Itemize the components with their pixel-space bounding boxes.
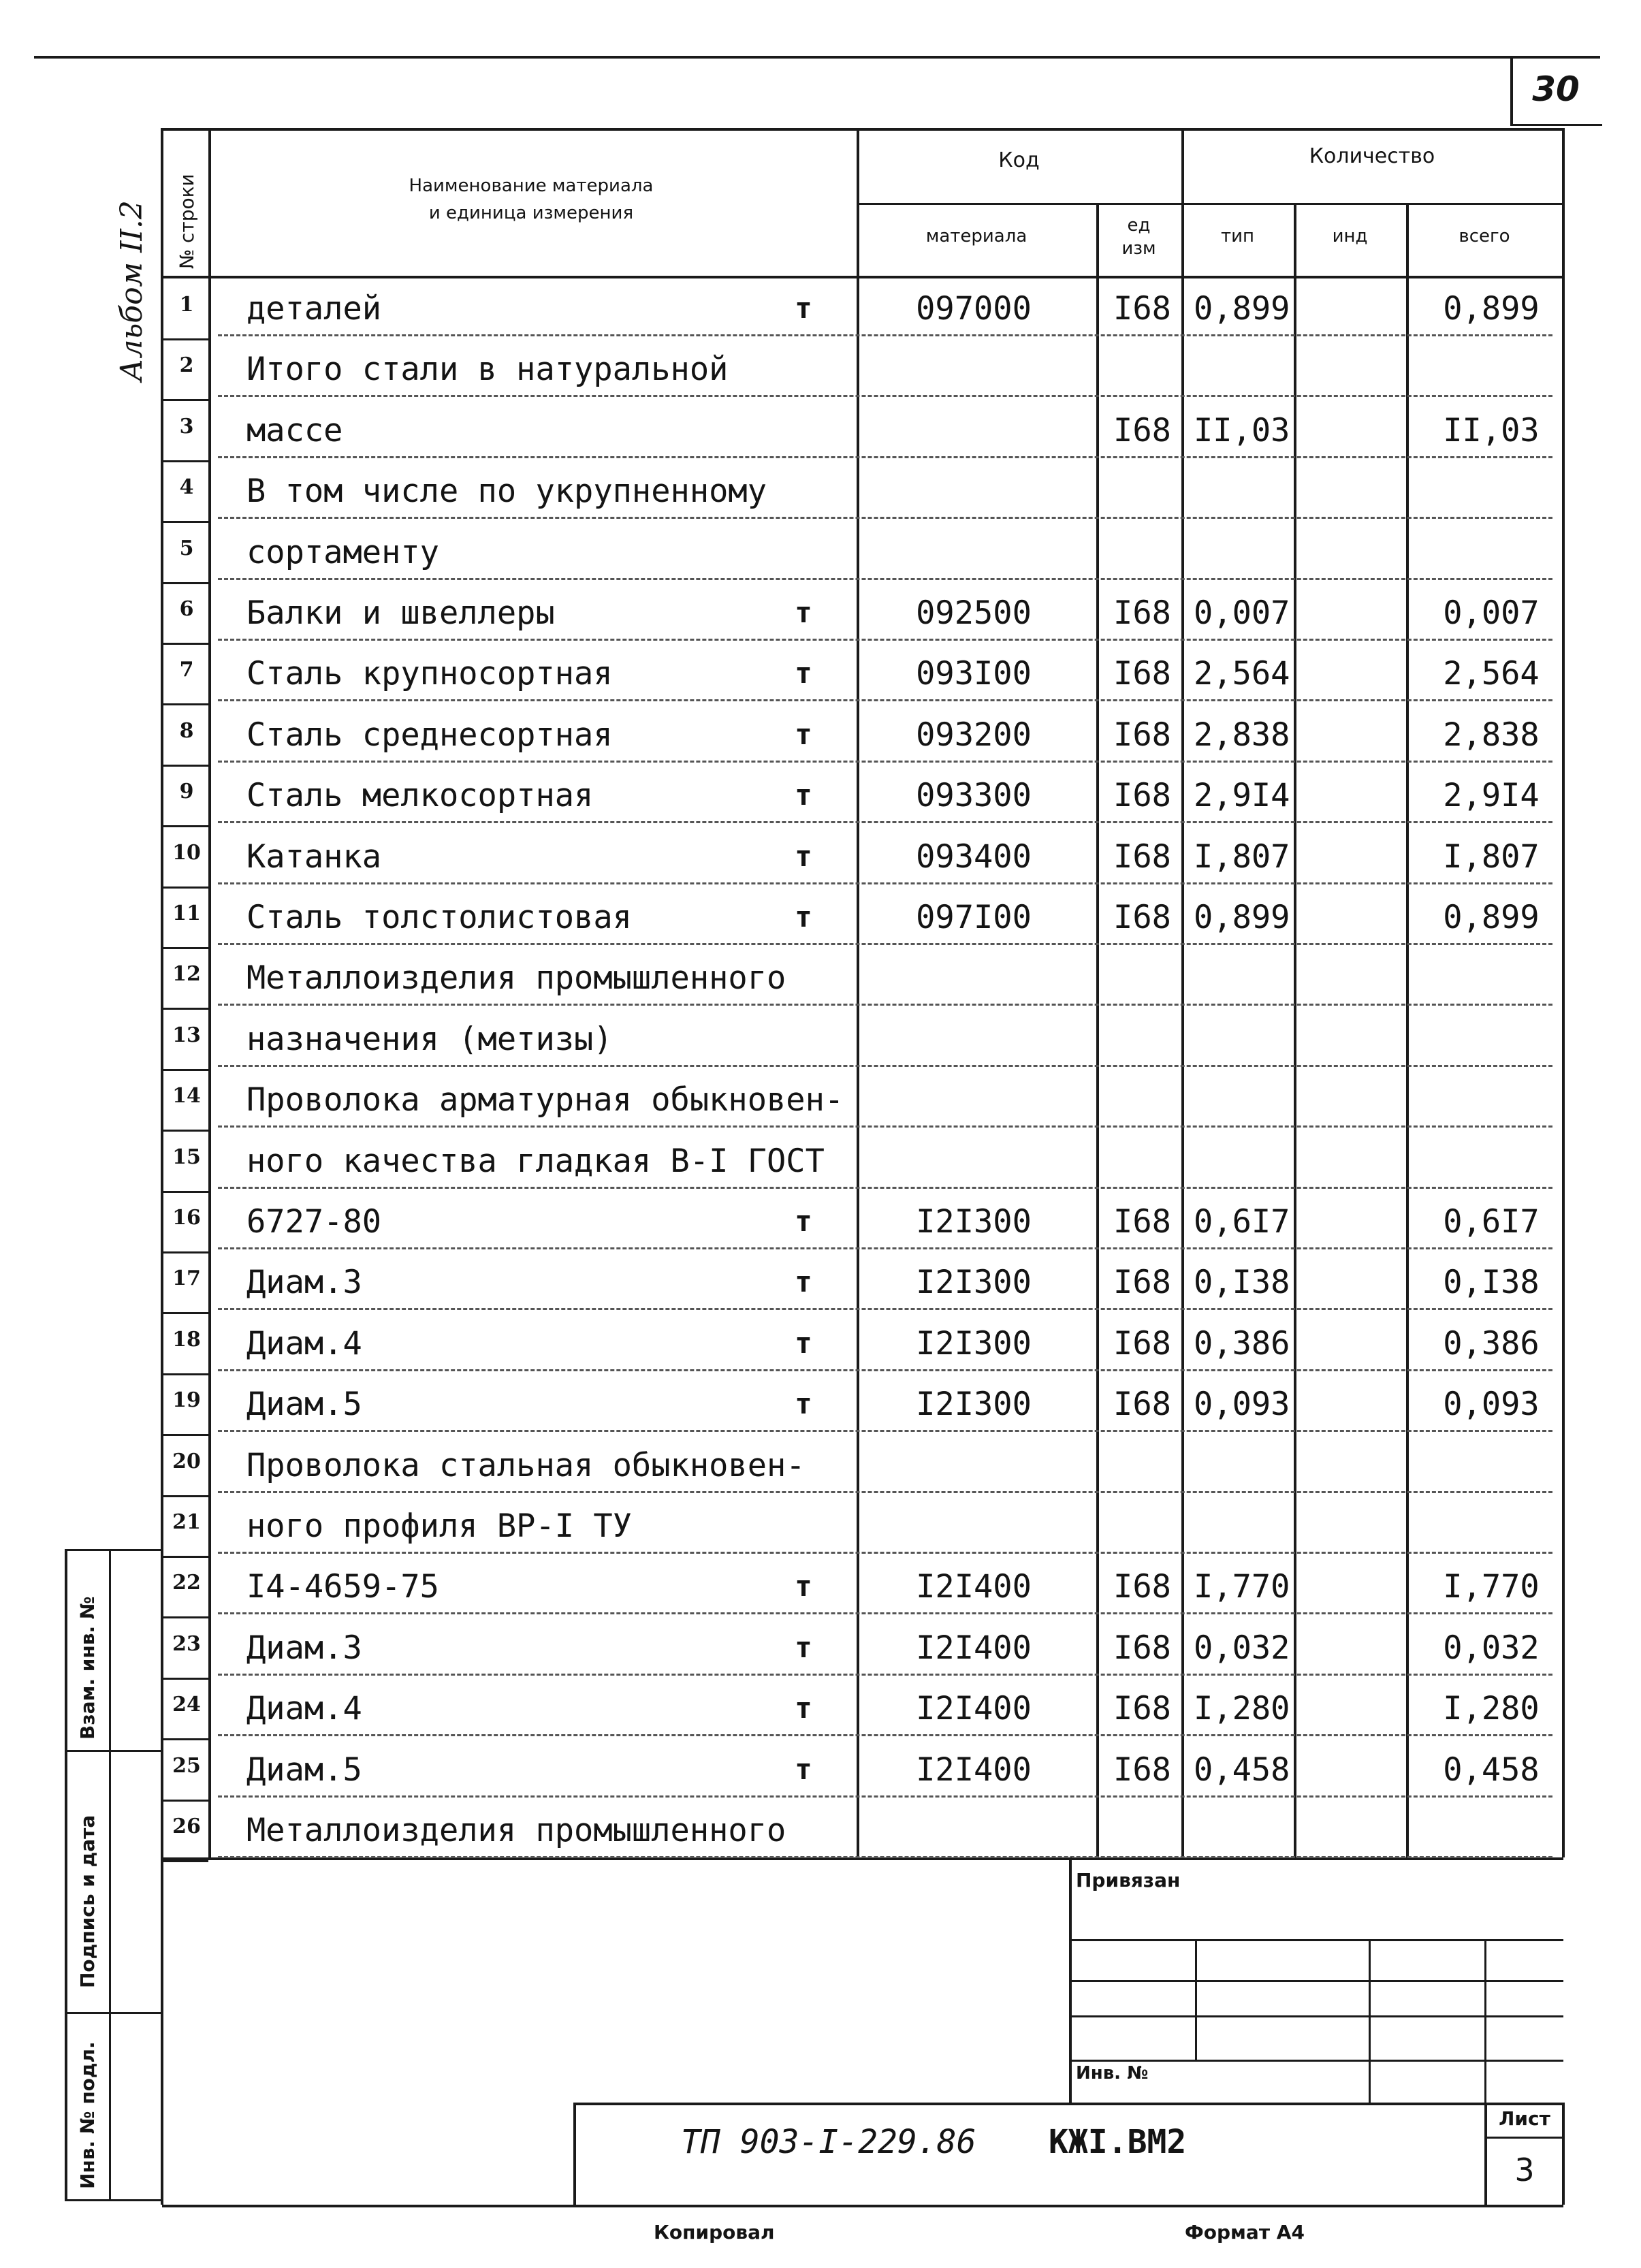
row-underline	[218, 943, 1552, 945]
row-number: 11	[172, 901, 201, 925]
unit-code-cell: I68	[1113, 412, 1171, 449]
row-number-separator	[162, 1312, 208, 1314]
row-number: 4	[179, 475, 194, 499]
qty-total-cell: 0,007	[1443, 594, 1540, 632]
row-number: 22	[172, 1571, 201, 1595]
material-name-cell: Сталь мелкосортная	[246, 777, 594, 814]
row-number: 7	[179, 658, 194, 682]
qty-total-cell: 0,093	[1443, 1386, 1540, 1423]
qty-type-cell: I,807	[1194, 838, 1290, 876]
row-number: 18	[172, 1328, 201, 1352]
material-name-cell: Диам.3	[246, 1264, 362, 1301]
row-number-separator	[162, 582, 208, 584]
row-number-separator	[162, 1130, 208, 1132]
material-name-cell: Диам.4	[246, 1325, 362, 1362]
top-rule	[34, 56, 1600, 59]
page-number-box-bottom	[1510, 124, 1602, 126]
unit-code-cell: I68	[1113, 777, 1171, 814]
row-underline	[218, 1004, 1552, 1006]
material-code-cell: I2I400	[916, 1629, 1032, 1667]
table-left-border	[161, 128, 163, 2205]
tb-privyazan: Привязан	[1076, 1869, 1181, 1891]
row-number-separator	[162, 947, 208, 949]
material-code-cell: 097I00	[916, 899, 1032, 936]
stamp-sheet-line	[1484, 2103, 1487, 2205]
material-code-cell: I2I300	[916, 1203, 1032, 1241]
row-number-separator	[162, 887, 208, 889]
material-name-cell: Проволока арматурная обыкновен-	[246, 1081, 844, 1119]
material-code-cell: I2I400	[916, 1751, 1032, 1789]
material-name-cell: Металлоизделия промышленного	[246, 1812, 786, 1849]
row-underline	[218, 578, 1552, 580]
measure-unit-cell: т	[795, 596, 812, 629]
row-underline	[218, 821, 1552, 823]
unit-code-cell: I68	[1113, 1690, 1171, 1727]
row-number: 25	[172, 1754, 201, 1778]
measure-unit-cell: т	[795, 1204, 812, 1238]
header-material: материала	[925, 226, 1027, 246]
header-sub-line	[857, 203, 1562, 205]
unit-code-cell: I68	[1113, 655, 1171, 692]
row-underline	[218, 761, 1552, 763]
row-underline	[218, 1552, 1552, 1554]
qty-type-cell: 0,386	[1194, 1325, 1290, 1362]
material-name-cell: В том числе по укрупненному	[246, 473, 767, 510]
header-name-line2: и единица измерения	[428, 203, 634, 223]
row-number-separator	[162, 1800, 208, 1802]
row-underline	[218, 1065, 1552, 1067]
qty-total-cell: 0,032	[1443, 1629, 1540, 1667]
unit-code-cell: I68	[1113, 594, 1171, 632]
measure-unit-cell: т	[795, 900, 812, 933]
qty-total-cell: 2,564	[1443, 655, 1540, 692]
row-number: 10	[172, 841, 201, 865]
row-underline	[218, 395, 1552, 397]
material-code-cell: 097000	[916, 290, 1032, 328]
tb-line-2	[1069, 1980, 1563, 1982]
row-number: 9	[179, 780, 194, 803]
row-number-separator	[162, 1616, 208, 1618]
tip-col-line	[1294, 203, 1296, 1857]
material-code-cell: 093200	[916, 716, 1032, 754]
qty-type-cell: 0,093	[1194, 1386, 1290, 1423]
header-name-line1: Наименование материала	[409, 176, 654, 196]
row-underline	[218, 1674, 1552, 1676]
qty-total-cell: 0,386	[1443, 1325, 1540, 1362]
unit-code-cell: I68	[1113, 290, 1171, 328]
header-unit-line1: ед	[1127, 215, 1151, 236]
tb-inv-no: Инв. №	[1076, 2063, 1149, 2083]
qty-type-cell: 0,I38	[1194, 1264, 1290, 1301]
side-stamp-sep2	[65, 2012, 161, 2014]
row-number: 16	[172, 1206, 201, 1230]
tb-line-1	[1069, 1939, 1563, 1941]
row-number: 23	[172, 1632, 201, 1656]
side-podpis-data: Подпись и дата	[76, 1815, 99, 1988]
side-stamp-bottom	[65, 2199, 161, 2201]
material-name-cell: Сталь среднесортная	[246, 716, 613, 754]
material-name-cell: Проволока стальная обыкновен-	[246, 1447, 806, 1484]
table-top-border	[162, 128, 1565, 131]
row-number: 8	[179, 719, 194, 743]
row-underline	[218, 1734, 1552, 1736]
qty-type-cell: II,03	[1194, 412, 1290, 449]
unit-code-cell: I68	[1113, 1325, 1171, 1362]
material-code-cell: 093400	[916, 838, 1032, 876]
measure-unit-cell: т	[795, 1387, 812, 1420]
row-underline	[218, 699, 1552, 701]
row-underline	[218, 1125, 1552, 1128]
row-number-separator	[162, 703, 208, 705]
row-number: 24	[172, 1693, 201, 1716]
qty-type-cell: 0,458	[1194, 1751, 1290, 1789]
row-underline	[218, 639, 1552, 641]
stamp-bottom	[162, 2205, 1563, 2207]
material-code-cell: I2I400	[916, 1690, 1032, 1727]
measure-unit-cell: т	[795, 1631, 812, 1664]
measure-unit-cell: т	[795, 718, 812, 751]
unit-code-cell: I68	[1113, 1264, 1171, 1301]
row-number: 26	[172, 1815, 201, 1838]
header-code: Код	[998, 148, 1040, 172]
row-number: 20	[172, 1450, 201, 1473]
footer-kopiroval: Копировал	[654, 2221, 775, 2243]
tb-vline-1	[1195, 1939, 1197, 2060]
row-underline	[218, 1369, 1552, 1371]
row-number: 13	[172, 1023, 201, 1047]
header-type: тип	[1220, 226, 1255, 246]
row-number-separator	[162, 1678, 208, 1680]
row-number: 1	[179, 293, 194, 317]
material-name-cell: Итого стали в натуральной	[246, 351, 729, 388]
row-underline	[218, 1430, 1552, 1432]
unit-code-cell: I68	[1113, 899, 1171, 936]
measure-unit-cell: т	[795, 1265, 812, 1298]
footer-format: Формат А4	[1185, 2221, 1305, 2243]
row-number-separator	[162, 1373, 208, 1375]
row-number: 21	[172, 1510, 201, 1534]
unit-code-cell: I68	[1113, 716, 1171, 754]
side-stamp-outer	[65, 1549, 67, 2199]
material-name-cell: деталей	[246, 290, 382, 328]
row-number-separator	[162, 460, 208, 462]
material-name-cell: Сталь толстолистовая	[246, 899, 632, 936]
side-vzam-inv: Взам. инв. №	[76, 1596, 99, 1740]
material-code-cell: I2I400	[916, 1568, 1032, 1606]
qty-total-cell: 2,838	[1443, 716, 1540, 754]
row-underline	[218, 1247, 1552, 1249]
unit-code-cell: I68	[1113, 1568, 1171, 1606]
measure-unit-cell: т	[795, 1326, 812, 1360]
material-code-cell: 093I00	[916, 655, 1032, 692]
unit-code-cell: I68	[1113, 838, 1171, 876]
material-name-cell: сортаменту	[246, 534, 439, 571]
measure-unit-cell: т	[795, 778, 812, 812]
row-number-separator	[162, 1434, 208, 1436]
qty-total-cell: I,807	[1443, 838, 1540, 876]
qty-total-cell: 0,899	[1443, 899, 1540, 936]
row-number-separator	[162, 825, 208, 827]
page-number-box-left	[1510, 56, 1513, 124]
material-name-cell: Катанка	[246, 838, 382, 876]
material-name-cell: массе	[246, 412, 343, 449]
qty-type-cell: 2,564	[1194, 655, 1290, 692]
material-name-cell: Диам.5	[246, 1751, 362, 1789]
name-col-line	[857, 128, 859, 1857]
qty-total-cell: 0,I38	[1443, 1264, 1540, 1301]
tb-sheet-no: 3	[1514, 2152, 1535, 2188]
qty-type-cell: 0,032	[1194, 1629, 1290, 1667]
measure-unit-cell: т	[795, 1753, 812, 1786]
row-number-separator	[162, 1860, 208, 1862]
tb-sheet-label: Лист	[1499, 2107, 1550, 2130]
material-name-cell: ного профиля ВР-I ТУ	[246, 1507, 632, 1545]
material-name-cell: 6727-80	[246, 1203, 382, 1241]
row-number: 12	[172, 962, 201, 986]
qty-type-cell: 2,838	[1194, 716, 1290, 754]
qty-total-cell: I,770	[1443, 1568, 1540, 1606]
row-number-separator	[162, 1069, 208, 1071]
measure-unit-cell: т	[795, 1691, 812, 1725]
measure-unit-cell: т	[795, 656, 812, 690]
row-number: 5	[179, 537, 194, 560]
side-stamp-sep1	[65, 1750, 161, 1752]
row-number: 2	[179, 353, 194, 377]
qty-type-cell: I,770	[1194, 1568, 1290, 1606]
header-row-no: № строки	[176, 174, 198, 269]
measure-unit-cell: т	[795, 1569, 812, 1603]
material-name-cell: Металлоизделия промышленного	[246, 959, 786, 997]
qty-total-cell: 2,9I4	[1443, 777, 1540, 814]
unit-code-cell: I68	[1113, 1751, 1171, 1789]
row-underline	[218, 1856, 1552, 1858]
material-code-cell: 093300	[916, 777, 1032, 814]
row-number: 3	[179, 415, 194, 438]
measure-unit-cell: т	[795, 291, 812, 325]
qty-type-cell: 0,007	[1194, 594, 1290, 632]
header-ind: инд	[1332, 226, 1368, 246]
row-underline	[218, 334, 1552, 336]
side-stamp-top	[65, 1549, 161, 1551]
material-code-cell: 092500	[916, 594, 1032, 632]
row-number-separator	[162, 1495, 208, 1497]
row-number: 6	[179, 597, 194, 621]
row-underline	[218, 1795, 1552, 1798]
rownum-col-line	[208, 128, 211, 1857]
qty-type-cell: I,280	[1194, 1690, 1290, 1727]
row-underline	[218, 1187, 1552, 1189]
material-code-cell: I2I300	[916, 1325, 1032, 1362]
tb-line-4	[1069, 2060, 1563, 2062]
unit-code-cell: I68	[1113, 1203, 1171, 1241]
row-number-separator	[162, 765, 208, 767]
page-number: 30	[1532, 69, 1580, 109]
unit-code-cell: I68	[1113, 1386, 1171, 1423]
tb-vline-3	[1484, 1939, 1486, 2103]
tb-sheet-code: КЖI.ВМ2	[1049, 2123, 1187, 2161]
material-name-cell: ного качества гладкая В-I ГОСТ	[246, 1143, 825, 1180]
row-number-separator	[162, 399, 208, 401]
header-quantity: Количество	[1309, 144, 1435, 168]
stamp-sheet-sub	[1484, 2137, 1562, 2139]
stamp-top	[573, 2103, 1563, 2105]
row-underline	[218, 882, 1552, 884]
row-number: 14	[172, 1084, 201, 1108]
row-number-separator	[162, 1556, 208, 1558]
row-number-separator	[162, 643, 208, 645]
row-number-separator	[162, 1738, 208, 1740]
side-inv-podl: Инв. № подл.	[76, 2041, 99, 2189]
qty-total-cell: I,280	[1443, 1690, 1540, 1727]
material-name-cell: Диам.4	[246, 1690, 362, 1727]
qty-total-cell: 0,899	[1443, 290, 1540, 328]
qty-total-cell: 0,6I7	[1443, 1203, 1540, 1241]
row-number-separator	[162, 1191, 208, 1193]
material-code-cell: I2I300	[916, 1386, 1032, 1423]
album-label: Альбом II.2	[114, 200, 149, 381]
qty-type-cell: 0,899	[1194, 290, 1290, 328]
row-underline	[218, 1612, 1552, 1614]
qty-total-cell: II,03	[1443, 412, 1540, 449]
stamp-left	[573, 2103, 576, 2205]
ind-col-line	[1406, 203, 1409, 1857]
material-name-cell: назначения (метизы)	[246, 1021, 613, 1058]
code-col-line	[1096, 203, 1099, 1857]
tb-vline-2	[1369, 1939, 1371, 2103]
row-underline	[218, 517, 1552, 519]
unit-code-cell: I68	[1113, 1629, 1171, 1667]
row-underline	[218, 456, 1552, 458]
side-stamp-inner	[109, 1549, 111, 2199]
row-number: 17	[172, 1266, 201, 1290]
material-name-cell: Диам.3	[246, 1629, 362, 1667]
header-bottom-line	[162, 276, 1563, 278]
header-total: всего	[1459, 226, 1510, 246]
measure-unit-cell: т	[795, 840, 812, 873]
stamp-right	[1562, 2103, 1565, 2205]
row-number-separator	[162, 338, 208, 340]
material-name-cell: I4-4659-75	[246, 1568, 439, 1606]
row-number-separator	[162, 1008, 208, 1010]
row-number-separator	[162, 1251, 208, 1253]
material-name-cell: Диам.5	[246, 1386, 362, 1423]
qty-total-cell: 0,458	[1443, 1751, 1540, 1789]
material-name-cell: Балки и швеллеры	[246, 594, 555, 632]
row-underline	[218, 1308, 1552, 1310]
row-underline	[218, 1491, 1552, 1493]
qty-type-cell: 0,6I7	[1194, 1203, 1290, 1241]
qty-type-cell: 0,899	[1194, 899, 1290, 936]
material-code-cell: I2I300	[916, 1264, 1032, 1301]
row-number: 19	[172, 1388, 201, 1412]
header-unit-line2: изм	[1121, 238, 1156, 259]
tb-line-3	[1069, 2015, 1563, 2017]
row-number: 15	[172, 1145, 201, 1169]
qty-type-cell: 2,9I4	[1194, 777, 1290, 814]
tb-doc-code: ТП 903-I-229.86	[681, 2123, 976, 2161]
row-number-separator	[162, 521, 208, 523]
material-name-cell: Сталь крупносортная	[246, 655, 613, 692]
